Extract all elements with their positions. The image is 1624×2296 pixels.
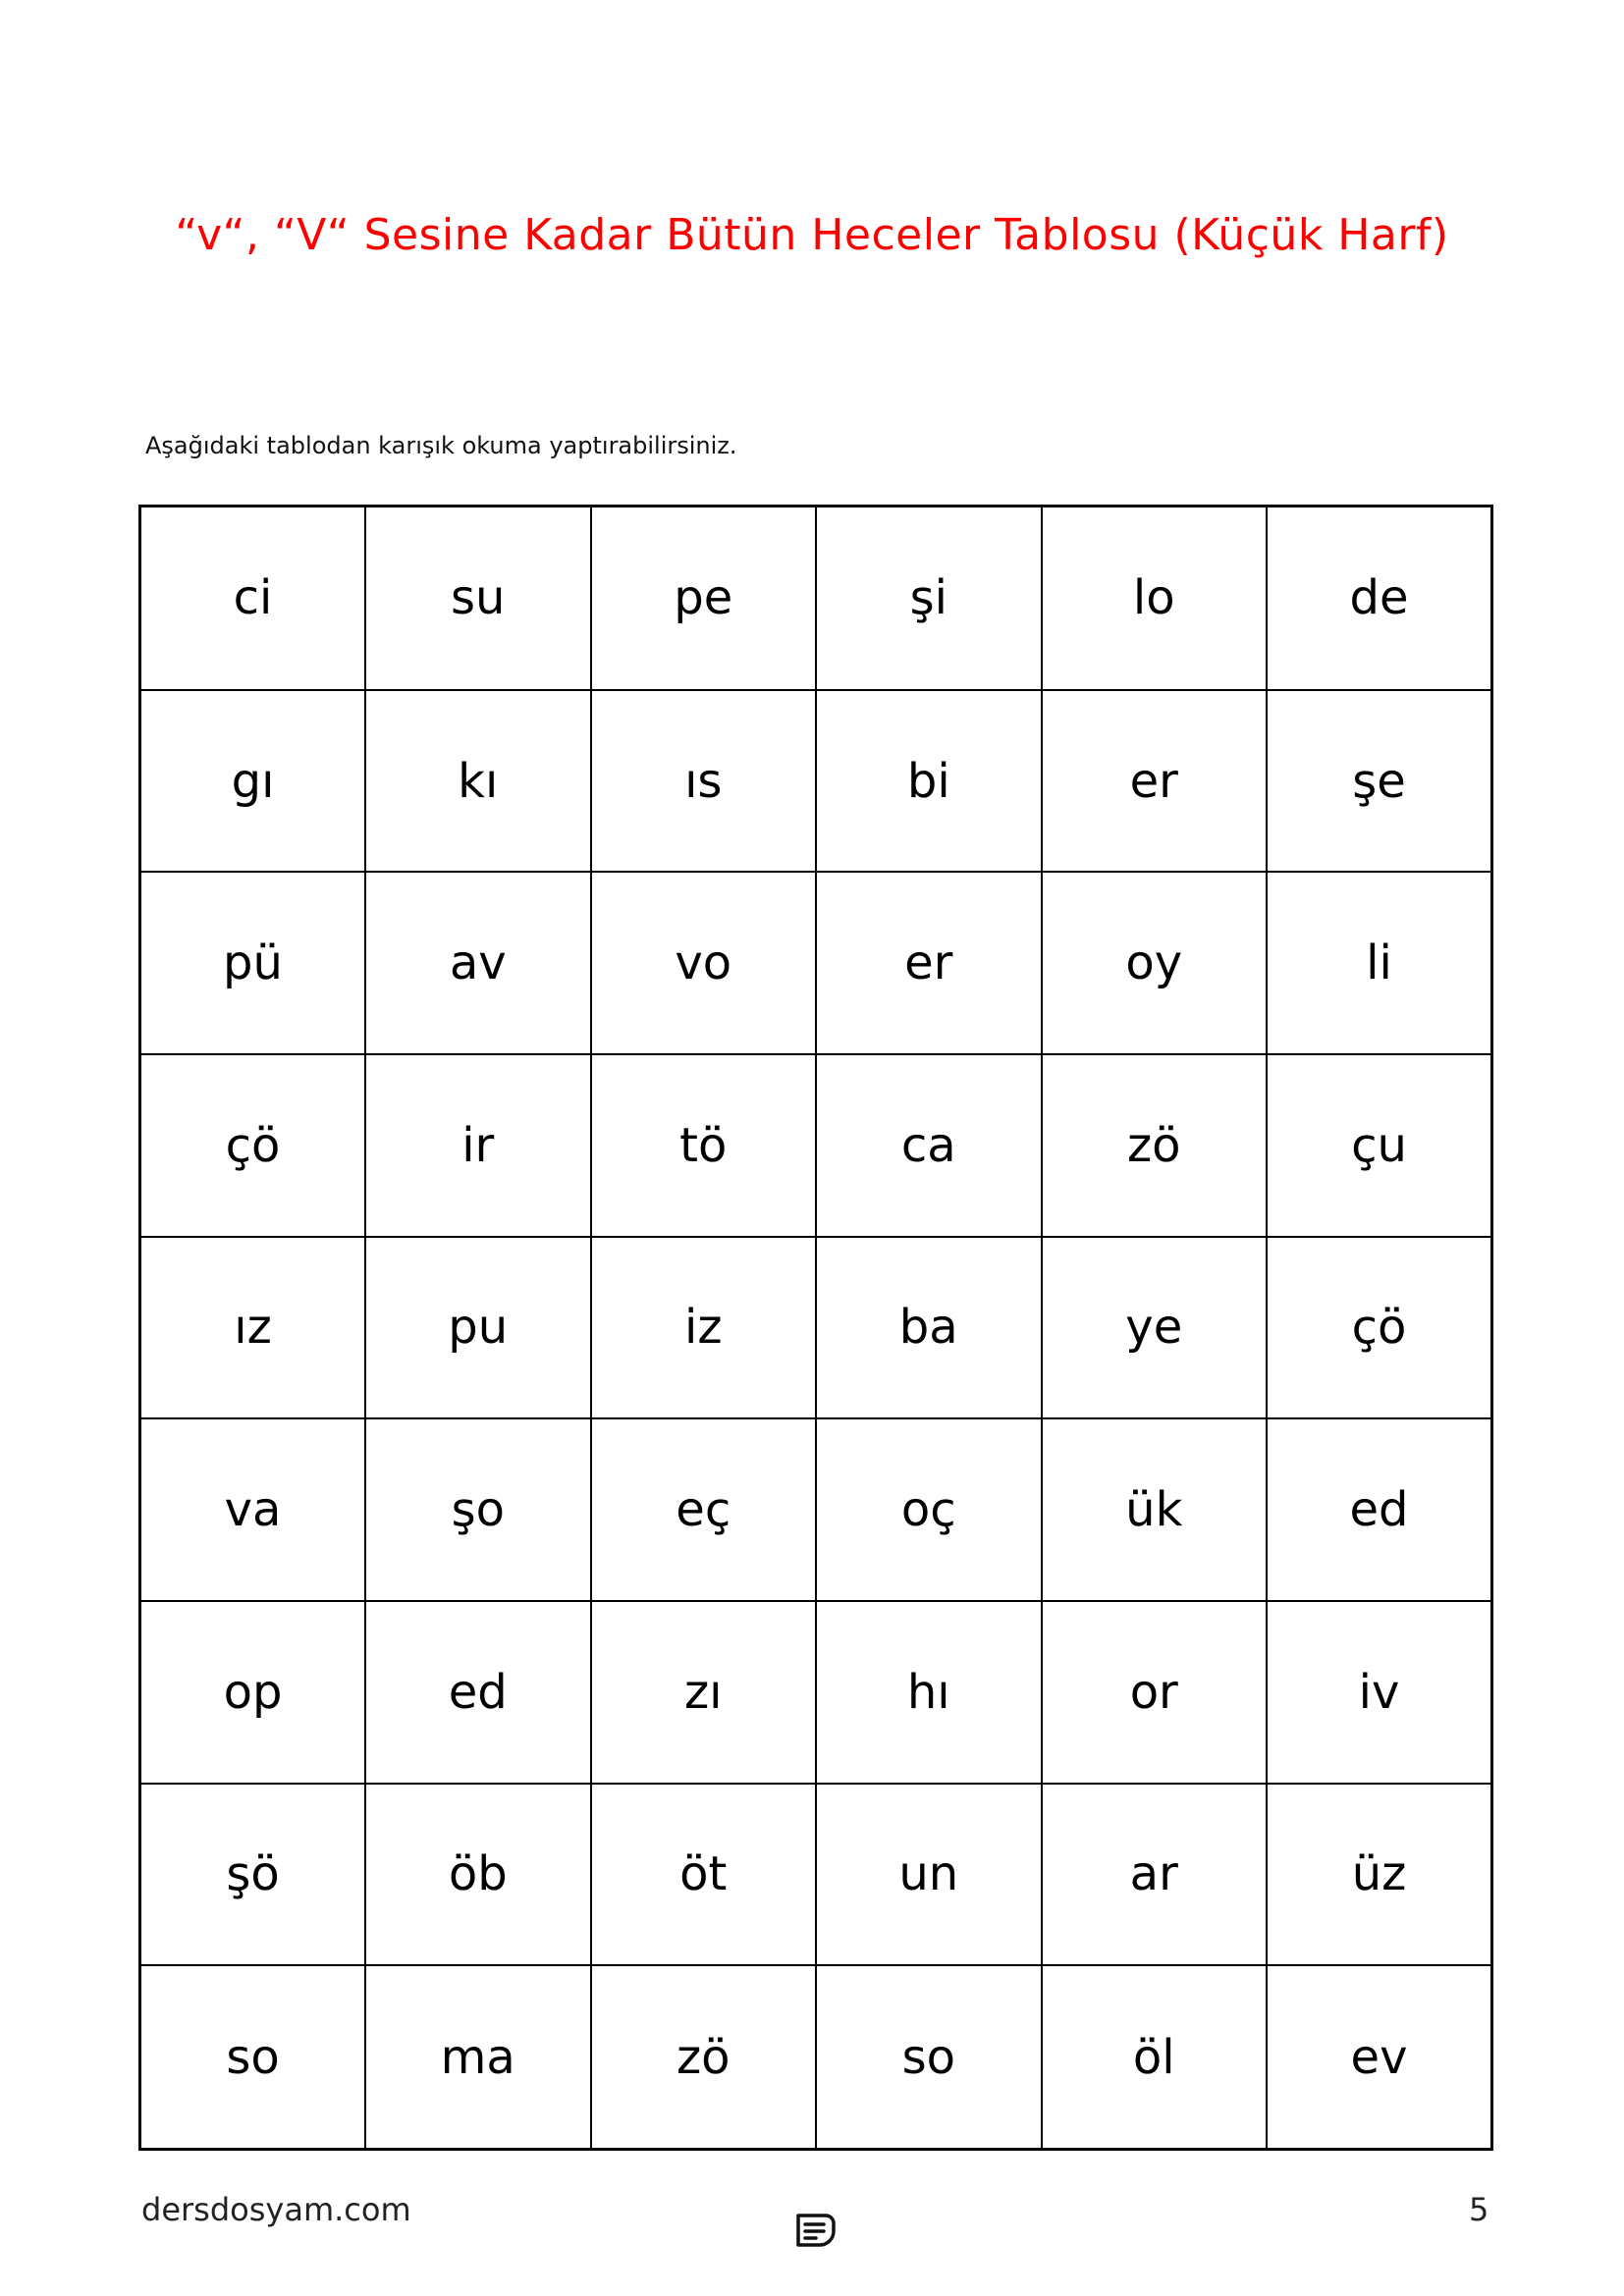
- syllable-cell: vo: [591, 872, 817, 1054]
- syllable-cell: pu: [365, 1237, 591, 1419]
- syllable-cell: ca: [816, 1054, 1042, 1237]
- syllable-cell: iz: [591, 1237, 817, 1419]
- syllable-cell: şö: [140, 1784, 366, 1966]
- syllable-cell: iv: [1267, 1601, 1492, 1784]
- syllable-cell: ye: [1042, 1237, 1268, 1419]
- instruction-text: Aşağıdaki tablodan karışık okuma yaptırabilirsiniz.: [145, 432, 737, 459]
- syllable-cell: ed: [365, 1601, 591, 1784]
- syllable-cell: er: [1042, 690, 1268, 873]
- syllable-cell: bi: [816, 690, 1042, 873]
- syllable-cell: ma: [365, 1965, 591, 2149]
- syllable-cell: li: [1267, 872, 1492, 1054]
- syllable-cell: tö: [591, 1054, 817, 1237]
- syllable-table: [138, 505, 1493, 2151]
- syllable-cell: öl: [1042, 1965, 1268, 2149]
- table-row: [140, 872, 1492, 1054]
- syllable-cell: oy: [1042, 872, 1268, 1054]
- syllable-cell: ız: [140, 1237, 366, 1419]
- syllable-cell: ba: [816, 1237, 1042, 1419]
- syllable-cell: üz: [1267, 1784, 1492, 1966]
- syllable-cell: ci: [140, 507, 366, 690]
- syllable-cell: er: [816, 872, 1042, 1054]
- syllable-cell: zö: [591, 1965, 817, 2149]
- syllable-cell: pe: [591, 507, 817, 690]
- table-row: [140, 507, 1492, 690]
- page-number: 5: [1469, 2191, 1489, 2228]
- table-row: [140, 1054, 1492, 1237]
- syllable-cell: va: [140, 1418, 366, 1601]
- syllable-cell: su: [365, 507, 591, 690]
- syllable-cell: çö: [140, 1054, 366, 1237]
- syllable-cell: ed: [1267, 1418, 1492, 1601]
- syllable-cell: hı: [816, 1601, 1042, 1784]
- syllable-cell: eç: [591, 1418, 817, 1601]
- syllable-cell: lo: [1042, 507, 1268, 690]
- syllable-cell: zö: [1042, 1054, 1268, 1237]
- table-row: [140, 1965, 1492, 2149]
- syllable-cell: so: [816, 1965, 1042, 2149]
- syllable-cell: şi: [816, 507, 1042, 690]
- syllable-cell: ir: [365, 1054, 591, 1237]
- table-row: [140, 690, 1492, 873]
- syllable-cell: şe: [1267, 690, 1492, 873]
- syllable-cell: pü: [140, 872, 366, 1054]
- document-lines-icon: [792, 2212, 838, 2251]
- syllable-cell: ar: [1042, 1784, 1268, 1966]
- syllable-cell: çö: [1267, 1237, 1492, 1419]
- syllable-cell: gı: [140, 690, 366, 873]
- syllable-cell: öb: [365, 1784, 591, 1966]
- syllable-cell: de: [1267, 507, 1492, 690]
- syllable-cell: zı: [591, 1601, 817, 1784]
- syllable-cell: un: [816, 1784, 1042, 1966]
- table-row: [140, 1784, 1492, 1966]
- syllable-cell: kı: [365, 690, 591, 873]
- syllable-cell: ıs: [591, 690, 817, 873]
- table-row: [140, 1418, 1492, 1601]
- page-title: “v“, “V“ Sesine Kadar Bütün Heceler Tablosu (Küçük Harf): [175, 210, 1449, 260]
- table-row: [140, 1601, 1492, 1784]
- syllable-cell: av: [365, 872, 591, 1054]
- syllable-cell: şo: [365, 1418, 591, 1601]
- syllable-cell: ük: [1042, 1418, 1268, 1601]
- syllable-cell: çu: [1267, 1054, 1492, 1237]
- syllable-cell: öt: [591, 1784, 817, 1966]
- syllable-cell: op: [140, 1601, 366, 1784]
- footer-site-name: dersdosyam.com: [141, 2191, 411, 2228]
- syllable-cell: so: [140, 1965, 366, 2149]
- table-row: [140, 1237, 1492, 1419]
- syllable-cell: oç: [816, 1418, 1042, 1601]
- syllable-cell: or: [1042, 1601, 1268, 1784]
- syllable-cell: ev: [1267, 1965, 1492, 2149]
